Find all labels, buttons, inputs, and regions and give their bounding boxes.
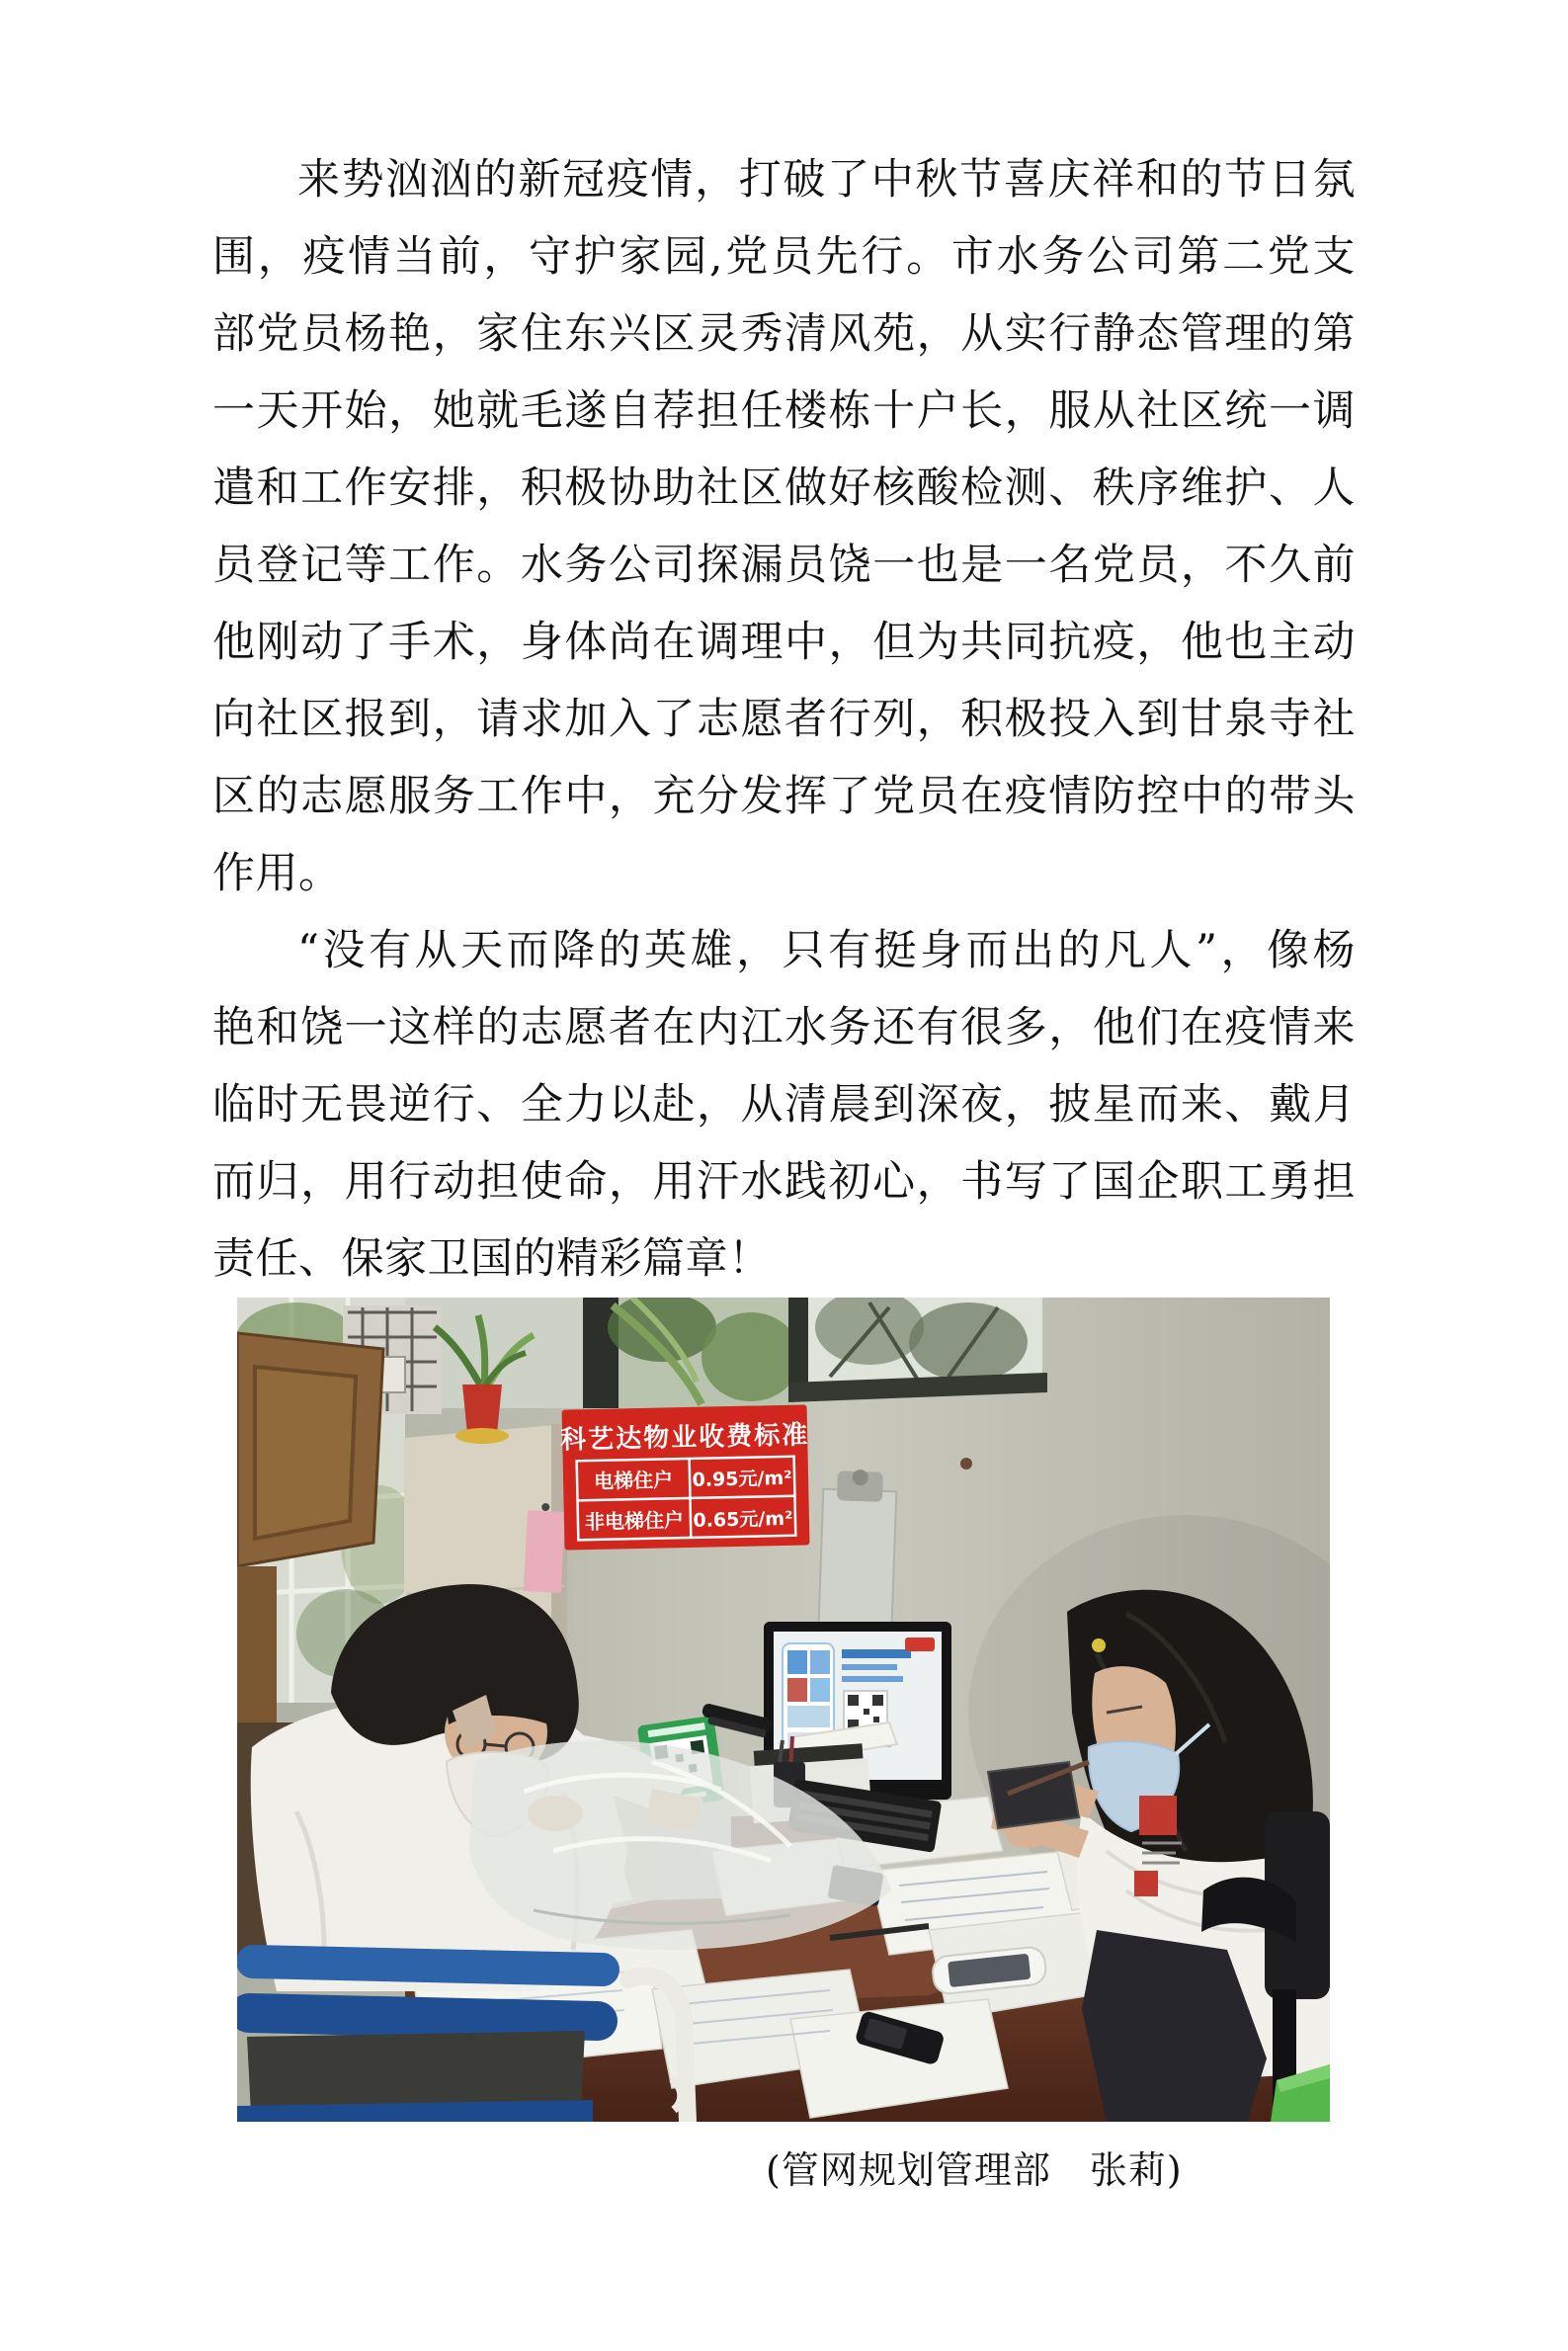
text-line: “没有从天而降的英雄，只有挺身而出的凡人”，像杨 (297, 926, 1356, 975)
text-line: 遣和工作安排，积极协助社区做好核酸检测、秩序维护、人 (212, 463, 1356, 513)
text-line: 艳和饶一这样的志愿者在内江水务还有很多，他们在疫情来 (212, 1003, 1356, 1052)
article-photo (237, 1298, 1330, 2122)
photo-pink-note (524, 1502, 566, 1593)
paragraph (212, 141, 1356, 912)
text-line: 而归，用行动担使命，用汗水践初心，书写了国企职工勇担 (212, 1157, 1356, 1207)
fee-row-value: 0.95元/m² (692, 1467, 792, 1491)
photo-fee-sign (560, 1404, 812, 1550)
fee-sign-title: 科艺达物业收费标准 (559, 1420, 810, 1456)
text-line: 向社区报到，请求加入了志愿者行列，积极投入到甘泉寺社 (212, 695, 1356, 744)
text-line: 部党员杨艳，家住东兴区灵秀清风苑，从实行静态管理的第 (212, 309, 1356, 359)
photo-trees (608, 1298, 800, 1408)
fee-row-label: 非电梯住户 (584, 1508, 685, 1535)
paragraph (212, 912, 1356, 1298)
text-line: 他刚动了手术，身体尚在调理中，但为共同抗疫，他也主动 (212, 618, 1356, 667)
fee-row-label: 电梯住户 (593, 1468, 674, 1493)
text-line: 来势汹汹的新冠疫情，打破了中秋节喜庆祥和的节日氛 (297, 155, 1356, 205)
text-line: 临时无畏逆行、全力以赴，从清晨到深夜，披星而来、戴月 (212, 1080, 1356, 1130)
text-line: 员登记等工作。水务公司探漏员饶一也是一名党员，不久前 (212, 541, 1356, 590)
text-line: 一天开始，她就毛遂自荐担任楼栋十户长，服从社区统一调 (212, 386, 1356, 436)
photo-window-right (788, 1298, 1047, 1402)
photo-credit: (管网规划管理部 张莉) (766, 2148, 1183, 2192)
fee-row-value: 0.65元/m² (693, 1507, 793, 1532)
text-line: 作用。 (212, 849, 342, 898)
photo-wall-hook (960, 1458, 972, 1469)
text-line: 区的志愿服务工作中，充分发挥了党员在疫情防控中的带头 (212, 772, 1356, 821)
text-line: 责任、保家卫国的精彩篇章！ (212, 1234, 772, 1284)
text-line: 围，疫情当前，守护家园,党员先行。市水务公司第二党支 (212, 232, 1356, 282)
